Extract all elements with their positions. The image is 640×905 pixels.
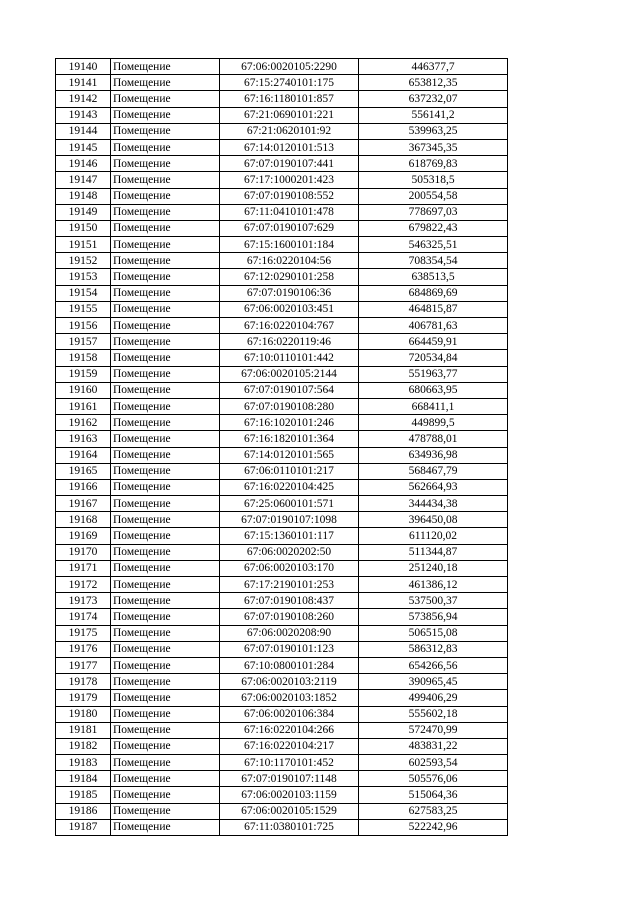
row-number-cell: 19178 — [56, 674, 111, 690]
cadastral-number-cell: 67:17:1000201:423 — [220, 172, 359, 188]
cadastral-number-cell: 67:06:0020105:1529 — [220, 803, 359, 819]
table-row — [56, 59, 508, 75]
object-type-cell: Помещение — [111, 59, 220, 75]
object-type-cell: Помещение — [111, 75, 220, 91]
row-number-cell: 19144 — [56, 123, 111, 139]
object-type-cell: Помещение — [111, 706, 220, 722]
table-row — [56, 431, 508, 447]
row-number-cell: 19158 — [56, 350, 111, 366]
table-row — [56, 479, 508, 495]
cadastral-value-cell: 586312,83 — [359, 641, 508, 657]
object-type-cell: Помещение — [111, 512, 220, 528]
cadastral-number-cell: 67:06:0020103:2119 — [220, 674, 359, 690]
object-type-cell: Помещение — [111, 819, 220, 835]
cadastral-number-cell: 67:07:0190107:629 — [220, 220, 359, 236]
row-number-cell: 19173 — [56, 593, 111, 609]
cadastral-number-cell: 67:16:1020101:246 — [220, 415, 359, 431]
row-number-cell: 19176 — [56, 641, 111, 657]
cadastral-number-cell: 67:07:0190108:437 — [220, 593, 359, 609]
cadastral-number-cell: 67:15:1600101:184 — [220, 237, 359, 253]
table-row — [56, 447, 508, 463]
table-row — [56, 139, 508, 155]
row-number-cell: 19180 — [56, 706, 111, 722]
object-type-cell: Помещение — [111, 107, 220, 123]
cadastral-number-cell: 67:16:0220104:767 — [220, 318, 359, 334]
table-row — [56, 787, 508, 803]
cadastral-number-cell: 67:16:1180101:857 — [220, 91, 359, 107]
row-number-cell: 19186 — [56, 803, 111, 819]
object-type-cell: Помещение — [111, 657, 220, 673]
cadastral-value-cell: 505576,06 — [359, 771, 508, 787]
cadastral-value-cell: 515064,36 — [359, 787, 508, 803]
table-row — [56, 496, 508, 512]
cadastral-value-cell: 505318,5 — [359, 172, 508, 188]
cadastral-value-cell: 556141,2 — [359, 107, 508, 123]
cadastral-value-cell: 611120,02 — [359, 528, 508, 544]
object-type-cell: Помещение — [111, 641, 220, 657]
row-number-cell: 19161 — [56, 398, 111, 414]
object-type-cell: Помещение — [111, 577, 220, 593]
cadastral-number-cell: 67:06:0110101:217 — [220, 463, 359, 479]
cadastral-number-cell: 67:10:0110101:442 — [220, 350, 359, 366]
cadastral-number-cell: 67:14:0120101:565 — [220, 447, 359, 463]
cadastral-number-cell: 67:15:2740101:175 — [220, 75, 359, 91]
object-type-cell: Помещение — [111, 285, 220, 301]
table-row — [56, 738, 508, 754]
cadastral-number-cell: 67:07:0190107:1148 — [220, 771, 359, 787]
table-row — [56, 544, 508, 560]
cadastral-number-cell: 67:06:0020208:90 — [220, 625, 359, 641]
row-number-cell: 19164 — [56, 447, 111, 463]
cadastral-number-cell: 67:06:0020103:1852 — [220, 690, 359, 706]
object-type-cell: Помещение — [111, 771, 220, 787]
object-type-cell: Помещение — [111, 318, 220, 334]
row-number-cell: 19168 — [56, 512, 111, 528]
table-row — [56, 366, 508, 382]
table-row — [56, 237, 508, 253]
object-type-cell: Помещение — [111, 139, 220, 155]
row-number-cell: 19156 — [56, 318, 111, 334]
table-row — [56, 803, 508, 819]
row-number-cell: 19152 — [56, 253, 111, 269]
object-type-cell: Помещение — [111, 803, 220, 819]
row-number-cell: 19155 — [56, 301, 111, 317]
cadastral-value-cell: 537500,37 — [359, 593, 508, 609]
cadastral-value-cell: 708354,54 — [359, 253, 508, 269]
cadastral-value-cell: 522242,96 — [359, 819, 508, 835]
object-type-cell: Помещение — [111, 204, 220, 220]
cadastral-number-cell: 67:07:0190107:1098 — [220, 512, 359, 528]
table-row — [56, 512, 508, 528]
object-type-cell: Помещение — [111, 415, 220, 431]
object-type-cell: Помещение — [111, 496, 220, 512]
row-number-cell: 19140 — [56, 59, 111, 75]
object-type-cell: Помещение — [111, 787, 220, 803]
row-number-cell: 19165 — [56, 463, 111, 479]
table-row — [56, 398, 508, 414]
cadastral-value-cell: 446377,7 — [359, 59, 508, 75]
object-type-cell: Помещение — [111, 123, 220, 139]
cadastral-value-cell: 499406,29 — [359, 690, 508, 706]
object-type-cell: Помещение — [111, 237, 220, 253]
table-row — [56, 560, 508, 576]
cadastral-value-cell: 680663,95 — [359, 382, 508, 398]
object-type-cell: Помещение — [111, 172, 220, 188]
cadastral-value-cell: 627583,25 — [359, 803, 508, 819]
row-number-cell: 19153 — [56, 269, 111, 285]
object-type-cell: Помещение — [111, 544, 220, 560]
table-row — [56, 674, 508, 690]
cadastral-value-cell: 344434,38 — [359, 496, 508, 512]
property-table — [55, 58, 508, 836]
cadastral-value-cell: 367345,35 — [359, 139, 508, 155]
row-number-cell: 19159 — [56, 366, 111, 382]
row-number-cell: 19142 — [56, 91, 111, 107]
cadastral-number-cell: 67:25:0600101:571 — [220, 496, 359, 512]
object-type-cell: Помещение — [111, 350, 220, 366]
cadastral-number-cell: 67:06:0020103:451 — [220, 301, 359, 317]
object-type-cell: Помещение — [111, 398, 220, 414]
row-number-cell: 19171 — [56, 560, 111, 576]
cadastral-value-cell: 778697,03 — [359, 204, 508, 220]
row-number-cell: 19170 — [56, 544, 111, 560]
table-row — [56, 91, 508, 107]
cadastral-value-cell: 506515,08 — [359, 625, 508, 641]
cadastral-number-cell: 67:07:0190107:441 — [220, 156, 359, 172]
table-row — [56, 706, 508, 722]
object-type-cell: Помещение — [111, 91, 220, 107]
table-row — [56, 269, 508, 285]
cadastral-number-cell: 67:06:0020103:1159 — [220, 787, 359, 803]
row-number-cell: 19157 — [56, 334, 111, 350]
row-number-cell: 19166 — [56, 479, 111, 495]
row-number-cell: 19181 — [56, 722, 111, 738]
table-row — [56, 301, 508, 317]
cadastral-value-cell: 602593,54 — [359, 755, 508, 771]
cadastral-number-cell: 67:10:1170101:452 — [220, 755, 359, 771]
table-row — [56, 123, 508, 139]
cadastral-value-cell: 684869,69 — [359, 285, 508, 301]
row-number-cell: 19183 — [56, 755, 111, 771]
cadastral-number-cell: 67:16:0220104:266 — [220, 722, 359, 738]
object-type-cell: Помещение — [111, 722, 220, 738]
table-row — [56, 625, 508, 641]
row-number-cell: 19177 — [56, 657, 111, 673]
row-number-cell: 19167 — [56, 496, 111, 512]
row-number-cell: 19163 — [56, 431, 111, 447]
object-type-cell: Помещение — [111, 253, 220, 269]
cadastral-value-cell: 720534,84 — [359, 350, 508, 366]
object-type-cell: Помещение — [111, 463, 220, 479]
cadastral-value-cell: 664459,91 — [359, 334, 508, 350]
row-number-cell: 19185 — [56, 787, 111, 803]
table-row — [56, 204, 508, 220]
object-type-cell: Помещение — [111, 269, 220, 285]
cadastral-number-cell: 67:06:0020103:170 — [220, 560, 359, 576]
cadastral-value-cell: 679822,43 — [359, 220, 508, 236]
cadastral-number-cell: 67:07:0190108:552 — [220, 188, 359, 204]
table-row — [56, 220, 508, 236]
table-row — [56, 771, 508, 787]
object-type-cell: Помещение — [111, 755, 220, 771]
row-number-cell: 19175 — [56, 625, 111, 641]
row-number-cell: 19147 — [56, 172, 111, 188]
cadastral-value-cell: 573856,94 — [359, 609, 508, 625]
object-type-cell: Помещение — [111, 625, 220, 641]
cadastral-number-cell: 67:12:0290101:258 — [220, 269, 359, 285]
row-number-cell: 19145 — [56, 139, 111, 155]
row-number-cell: 19174 — [56, 609, 111, 625]
cadastral-value-cell: 668411,1 — [359, 398, 508, 414]
cadastral-number-cell: 67:15:1360101:117 — [220, 528, 359, 544]
cadastral-number-cell: 67:21:0690101:221 — [220, 107, 359, 123]
object-type-cell: Помещение — [111, 156, 220, 172]
cadastral-value-cell: 396450,08 — [359, 512, 508, 528]
cadastral-number-cell: 67:06:0020106:384 — [220, 706, 359, 722]
cadastral-value-cell: 638513,5 — [359, 269, 508, 285]
cadastral-number-cell: 67:06:0020105:2144 — [220, 366, 359, 382]
cadastral-value-cell: 539963,25 — [359, 123, 508, 139]
table-row — [56, 690, 508, 706]
cadastral-number-cell: 67:16:1820101:364 — [220, 431, 359, 447]
table-row — [56, 819, 508, 835]
cadastral-value-cell: 390965,45 — [359, 674, 508, 690]
row-number-cell: 19154 — [56, 285, 111, 301]
object-type-cell: Помещение — [111, 366, 220, 382]
row-number-cell: 19162 — [56, 415, 111, 431]
row-number-cell: 19146 — [56, 156, 111, 172]
cadastral-number-cell: 67:06:0020202:50 — [220, 544, 359, 560]
row-number-cell: 19179 — [56, 690, 111, 706]
row-number-cell: 19169 — [56, 528, 111, 544]
row-number-cell: 19151 — [56, 237, 111, 253]
cadastral-value-cell: 653812,35 — [359, 75, 508, 91]
row-number-cell: 19150 — [56, 220, 111, 236]
object-type-cell: Помещение — [111, 188, 220, 204]
table-row — [56, 156, 508, 172]
cadastral-number-cell: 67:16:0220104:425 — [220, 479, 359, 495]
object-type-cell: Помещение — [111, 447, 220, 463]
cadastral-number-cell: 67:11:0410101:478 — [220, 204, 359, 220]
row-number-cell: 19141 — [56, 75, 111, 91]
table-row — [56, 75, 508, 91]
cadastral-value-cell: 572470,99 — [359, 722, 508, 738]
cadastral-number-cell: 67:11:0380101:725 — [220, 819, 359, 835]
cadastral-value-cell: 449899,5 — [359, 415, 508, 431]
table-row — [56, 334, 508, 350]
table-row — [56, 657, 508, 673]
object-type-cell: Помещение — [111, 674, 220, 690]
table-row — [56, 382, 508, 398]
table-row — [56, 415, 508, 431]
object-type-cell: Помещение — [111, 301, 220, 317]
row-number-cell: 19149 — [56, 204, 111, 220]
table-row — [56, 253, 508, 269]
table-row — [56, 285, 508, 301]
cadastral-value-cell: 555602,18 — [359, 706, 508, 722]
table-row — [56, 172, 508, 188]
row-number-cell: 19184 — [56, 771, 111, 787]
row-number-cell: 19160 — [56, 382, 111, 398]
table-row — [56, 318, 508, 334]
object-type-cell: Помещение — [111, 593, 220, 609]
object-type-cell: Помещение — [111, 431, 220, 447]
table-row — [56, 463, 508, 479]
table-row — [56, 350, 508, 366]
table-row — [56, 593, 508, 609]
row-number-cell: 19148 — [56, 188, 111, 204]
cadastral-value-cell: 551963,77 — [359, 366, 508, 382]
cadastral-value-cell: 654266,56 — [359, 657, 508, 673]
cadastral-value-cell: 511344,87 — [359, 544, 508, 560]
table-row — [56, 755, 508, 771]
cadastral-value-cell: 478788,01 — [359, 431, 508, 447]
property-table-body — [56, 59, 508, 836]
cadastral-number-cell: 67:06:0020105:2290 — [220, 59, 359, 75]
cadastral-number-cell: 67:14:0120101:513 — [220, 139, 359, 155]
cadastral-value-cell: 637232,07 — [359, 91, 508, 107]
cadastral-number-cell: 67:16:0220104:217 — [220, 738, 359, 754]
object-type-cell: Помещение — [111, 479, 220, 495]
row-number-cell: 19143 — [56, 107, 111, 123]
row-number-cell: 19172 — [56, 577, 111, 593]
table-row — [56, 107, 508, 123]
cadastral-number-cell: 67:16:0220104:56 — [220, 253, 359, 269]
table-row — [56, 609, 508, 625]
object-type-cell: Помещение — [111, 738, 220, 754]
object-type-cell: Помещение — [111, 690, 220, 706]
table-row — [56, 188, 508, 204]
cadastral-value-cell: 546325,51 — [359, 237, 508, 253]
cadastral-number-cell: 67:07:0190108:260 — [220, 609, 359, 625]
cadastral-number-cell: 67:07:0190101:123 — [220, 641, 359, 657]
table-row — [56, 577, 508, 593]
cadastral-number-cell: 67:16:0220119:46 — [220, 334, 359, 350]
cadastral-number-cell: 67:17:2190101:253 — [220, 577, 359, 593]
cadastral-value-cell: 618769,83 — [359, 156, 508, 172]
cadastral-value-cell: 200554,58 — [359, 188, 508, 204]
table-row — [56, 641, 508, 657]
cadastral-value-cell: 406781,63 — [359, 318, 508, 334]
object-type-cell: Помещение — [111, 220, 220, 236]
cadastral-value-cell: 461386,12 — [359, 577, 508, 593]
object-type-cell: Помещение — [111, 609, 220, 625]
cadastral-value-cell: 634936,98 — [359, 447, 508, 463]
cadastral-number-cell: 67:21:0620101:92 — [220, 123, 359, 139]
object-type-cell: Помещение — [111, 528, 220, 544]
row-number-cell: 19187 — [56, 819, 111, 835]
cadastral-value-cell: 464815,87 — [359, 301, 508, 317]
cadastral-number-cell: 67:07:0190108:280 — [220, 398, 359, 414]
object-type-cell: Помещение — [111, 334, 220, 350]
cadastral-number-cell: 67:10:0800101:284 — [220, 657, 359, 673]
object-type-cell: Помещение — [111, 382, 220, 398]
cadastral-number-cell: 67:07:0190107:564 — [220, 382, 359, 398]
table-row — [56, 722, 508, 738]
cadastral-value-cell: 251240,18 — [359, 560, 508, 576]
table-row — [56, 528, 508, 544]
cadastral-value-cell: 562664,93 — [359, 479, 508, 495]
cadastral-value-cell: 483831,22 — [359, 738, 508, 754]
cadastral-value-cell: 568467,79 — [359, 463, 508, 479]
row-number-cell: 19182 — [56, 738, 111, 754]
object-type-cell: Помещение — [111, 560, 220, 576]
cadastral-number-cell: 67:07:0190106:36 — [220, 285, 359, 301]
